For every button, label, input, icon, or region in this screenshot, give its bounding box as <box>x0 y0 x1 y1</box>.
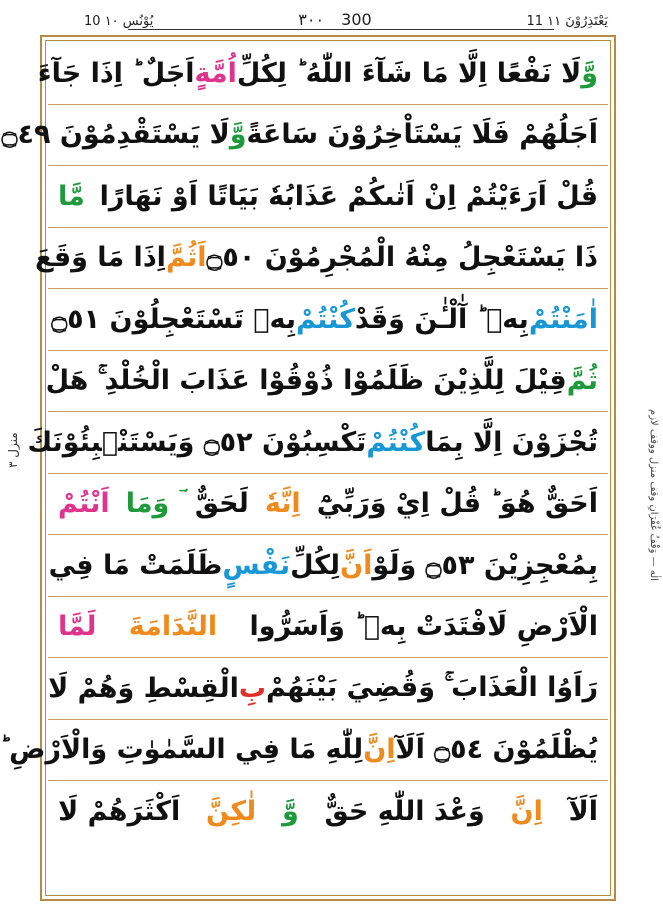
text-line <box>48 597 608 659</box>
waqf-note: الٰه — وَقْفُ غُفْرَانِ وقف منزل ووقف لازم <box>648 409 659 581</box>
text-segment: وَّ <box>581 57 598 89</box>
text-segment: لَا يَسْتَقْدِمُوْنَ ۝٤٩ <box>1 119 230 151</box>
page-header <box>40 0 630 34</box>
text-line <box>1 105 608 167</box>
text-segment: وَعْدَ اللّٰهِ حَقٌّ <box>324 796 485 828</box>
text-segment: لَا نَفْعًا اِلَّا مَا شَآءَ اللّٰهُ ؕ لِكُلِّ <box>236 57 582 89</box>
text-line <box>48 474 608 536</box>
text-line <box>45 351 608 413</box>
text-segment: قِيْلَ لِلَّذِيْنَ ظَلَمُوْا ذُوْقُوْا عَذَابَ الْخُلْدِ ۚ هَلْ <box>45 364 567 396</box>
text-segment: بِمُعْجِزِيْنَ ۝٥٣ وَلَوْ <box>372 549 598 581</box>
text-segment: اَنْتُمْ <box>58 488 110 520</box>
text-segment: ؔ وَمَا <box>125 487 179 519</box>
text-segment: النَّدَامَةَ <box>128 611 218 643</box>
text-segment: ذَا يَسْتَعْجِلُ مِنْهُ الْمُجْرِمُوْنَ ۝٥٠ <box>206 242 598 274</box>
text-segment: اِنَّهٗ <box>264 488 301 520</box>
text-segment: لِكُلِّ <box>290 549 341 581</box>
page-number-latin: 300 <box>341 10 372 29</box>
text-line <box>48 289 608 351</box>
text-line <box>48 166 608 228</box>
text-segment: اُمَّةٍ <box>194 57 237 89</box>
text-segment: وَّ <box>281 796 299 828</box>
text-segment: لَحَقٌّ <box>194 488 249 520</box>
text-segment: مَّا <box>58 180 85 212</box>
text-segment: اَحَقٌّ هُوَ ؕ قُلْ اِيْ وَرَبِّيْٓ <box>316 488 598 520</box>
text-segment: ظَلَمَتْ مَا فِي <box>48 549 223 581</box>
text-segment: اَجَلٌ ؕ اِذَا جَآءَ <box>37 57 195 89</box>
text-line <box>48 781 608 843</box>
text-segment: رَاَوُا الْعَذَابَ ۚ وَقُضِيَ بَيْنَهُمْ <box>266 672 598 704</box>
text-segment: اَثُمَّ <box>165 242 207 274</box>
text-line <box>35 228 608 290</box>
text-segment: لَمَّا <box>58 611 97 643</box>
text-segment: قُلْ اَرَءَيْتُمْ اِنْ اَتٰىكُمْ عَذَابُهٗ بَيَاتًا اَوْ نَهَارًا <box>99 180 598 212</box>
text-segment: اَجَلُهُمْ فَلَا يَسْتَاْخِرُوْنَ سَاعَةً <box>246 119 598 151</box>
text-segment: بِهٖ ؕ آٰلْـٰٔنَ وَقَدْ <box>354 303 529 335</box>
text-line <box>0 720 608 782</box>
text-segment: لِلّٰهِ مَا فِي السَّمٰوٰتِ وَالْاَرْضِ ؕ <box>0 734 364 766</box>
page-number-arabic: ٣٠٠ <box>298 10 325 29</box>
text-segment: اٰمَنْتُمْ <box>528 303 598 335</box>
text-line <box>48 658 608 720</box>
text-segment: الْقِسْطِ وَهُمْ لَا <box>48 672 239 704</box>
text-segment: يُظْلَمُوْنَ ۝٥٤ اَلَآ <box>395 734 598 766</box>
text-line <box>27 412 608 474</box>
text-line <box>37 43 608 105</box>
text-segment: بِهٖ تَسْتَعْجِلُوْنَ ۝٥١ <box>51 303 296 335</box>
text-segment: اِذَا مَا وَقَعَ <box>35 242 166 274</box>
text-line <box>48 535 608 597</box>
text-segment: اِنَّ <box>510 796 543 828</box>
text-segment: كُنْتُمْ <box>366 426 426 458</box>
text-segment: لٰكِنَّ <box>206 796 257 828</box>
surah-name: 10 يُوْنُس ١٠ <box>84 14 154 29</box>
text-segment: تُجْزَوْنَ اِلَّا بِمَا <box>425 426 598 458</box>
text-segment: ثُمَّ <box>566 365 598 397</box>
header-rule <box>128 29 554 30</box>
text-segment: اِنَّ <box>363 734 396 766</box>
text-segment: الْاَرْضِ لَافْتَدَتْ بِهٖ ؕ وَاَسَرُّوا <box>249 611 598 643</box>
text-segment: تَكْسِبُوْنَ ۝٥٢ وَيَسْتَنْۢبِئُوْنَكَ <box>27 426 367 458</box>
manzil-marker: منزل ٣ <box>6 432 20 468</box>
text-segment: وَّ <box>229 119 247 151</box>
juz-name: 11 يَعْتَذِرُوْنَ ١١ <box>526 14 608 29</box>
text-segment: اَكْثَرَهُمْ لَا <box>58 796 181 828</box>
text-segment: اَلَآ <box>568 796 598 828</box>
text-segment: كُنْتُمْ <box>295 303 355 335</box>
text-segment: بِ <box>238 672 267 704</box>
text-segment: اَنَّ <box>340 549 373 581</box>
text-segment: نَفْسٍ <box>222 549 291 581</box>
